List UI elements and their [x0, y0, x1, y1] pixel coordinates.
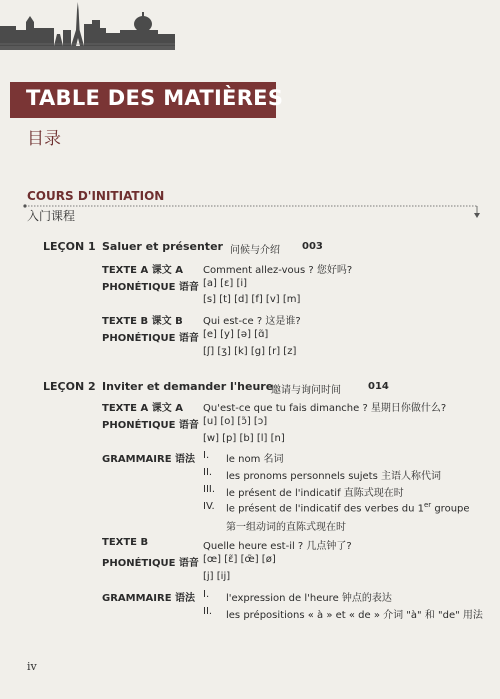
lesson-1-number: LEÇON 1 [43, 240, 96, 253]
lesson-2-grammaire-1-item-1-num: I. [203, 450, 210, 461]
lesson-2-phonetique-1-line-1: [u] [o] [ɔ̃] [ɔ] [203, 416, 268, 427]
lesson-2-texte-b-value: Quelle heure est-il ? 几点钟了? [203, 541, 352, 552]
lesson-1-phonetique-2-label: PHONÉTIQUE 语音 [102, 333, 199, 344]
lesson-2-grammaire-1-item-1-text: le nom 名词 [226, 454, 284, 465]
lesson-1-phonetique-2-line-1: [e] [y] [ə] [ɑ̃] [203, 329, 269, 340]
lesson-1-phonetique-1-label: PHONÉTIQUE 语音 [102, 282, 199, 293]
paris-skyline-illustration [0, 0, 175, 50]
toc-title-banner [10, 82, 284, 118]
lesson-2-grammaire-2-item-1-num: I. [203, 589, 210, 600]
lesson-1-title-chinese: 问候与介绍 [230, 245, 280, 256]
lesson-1-texte-a-label: TEXTE A 课文 A [102, 265, 183, 276]
lesson-2-title: Inviter et demander l'heure [102, 380, 274, 393]
lesson-2-grammaire-1-item-2-num: II. [203, 467, 213, 478]
lesson-2-phonetique-2-line-2: [j] [ij] [203, 571, 231, 582]
lesson-2-grammaire-2-label: GRAMMAIRE 语法 [102, 593, 196, 604]
lesson-2-grammaire-1-item-4-text [226, 501, 470, 514]
lesson-1-phonetique-1-line-2: [s] [t] [d] [f] [v] [m] [203, 294, 301, 305]
lesson-2-grammaire-1-label: GRAMMAIRE 语法 [102, 454, 196, 465]
lesson-2-grammaire-1-item-2-text: les pronoms personnels sujets 主语人称代词 [226, 471, 441, 482]
lesson-2-texte-b-label: TEXTE B [102, 537, 149, 548]
lesson-2-title-chinese: 邀请与询问时间 [271, 385, 341, 396]
lesson-2-texte-a-value: Qu'est-ce que tu fais dimanche ? 星期日你做什么? [203, 403, 447, 414]
lesson-2-number: LEÇON 2 [43, 380, 96, 393]
lesson-2-phonetique-2-label: PHONÉTIQUE 语音 [102, 558, 199, 569]
lesson-2-grammaire-1-item-3-num: III. [203, 484, 216, 495]
item-4-text-main: le présent de l'indicatif des verbes du 1 [226, 503, 424, 515]
lesson-2-grammaire-2-item-2-text: les prépositions « à » et « de » 介词 "à" 和 "de" 用法 [226, 610, 483, 621]
lesson-2-grammaire-2-item-2-num: II. [203, 606, 213, 617]
section-title-chinese: 入门课程 [27, 209, 76, 223]
lesson-1-texte-a-value: Comment allez-vous ? 您好吗? [203, 265, 353, 276]
toc-title: TABLE DES MATIÈRES [26, 86, 284, 110]
lesson-2-grammaire-1-item-4-num: IV. [203, 501, 215, 512]
lesson-1-title: Saluer et présenter [102, 240, 223, 253]
lesson-2-phonetique-1-line-2: [w] [p] [b] [l] [n] [203, 433, 285, 444]
lesson-2-grammaire-1-item-3-text: le présent de l'indicatif 直陈式现在时 [226, 488, 404, 499]
lesson-2-grammaire-2-item-1-text: l'expression de l'heure 钟点的表达 [226, 593, 392, 604]
lesson-2-phonetique-1-label: PHONÉTIQUE 语音 [102, 420, 199, 431]
page-number: iv [27, 660, 37, 673]
lesson-1-phonetique-1-line-1: [a] [ɛ] [i] [203, 278, 248, 289]
lesson-2-phonetique-2-line-1: [œ] [ɛ̃] [œ̃] [ø] [203, 554, 276, 565]
lesson-1-texte-b-value: Qui est-ce ? 这是谁? [203, 316, 301, 327]
lesson-2-page-number: 014 [368, 381, 389, 392]
lesson-1-texte-b-label: TEXTE B 课文 B [102, 316, 183, 327]
lesson-1-page-number: 003 [302, 241, 323, 252]
lesson-2-texte-a-label: TEXTE A 课文 A [102, 403, 183, 414]
section-divider-arrow [22, 204, 482, 220]
item-4-superscript: er [423, 501, 432, 509]
lesson-2-grammaire-1-item-4-text-line-2: 第一组动词的直陈式现在时 [226, 522, 346, 533]
lesson-1-phonetique-2-line-2: [ʃ] [ʒ] [k] [g] [r] [z] [203, 346, 297, 357]
item-4-text-after: groupe [431, 503, 470, 515]
toc-title-chinese: 目录 [27, 129, 61, 149]
section-title: COURS D'INITIATION [27, 189, 165, 203]
